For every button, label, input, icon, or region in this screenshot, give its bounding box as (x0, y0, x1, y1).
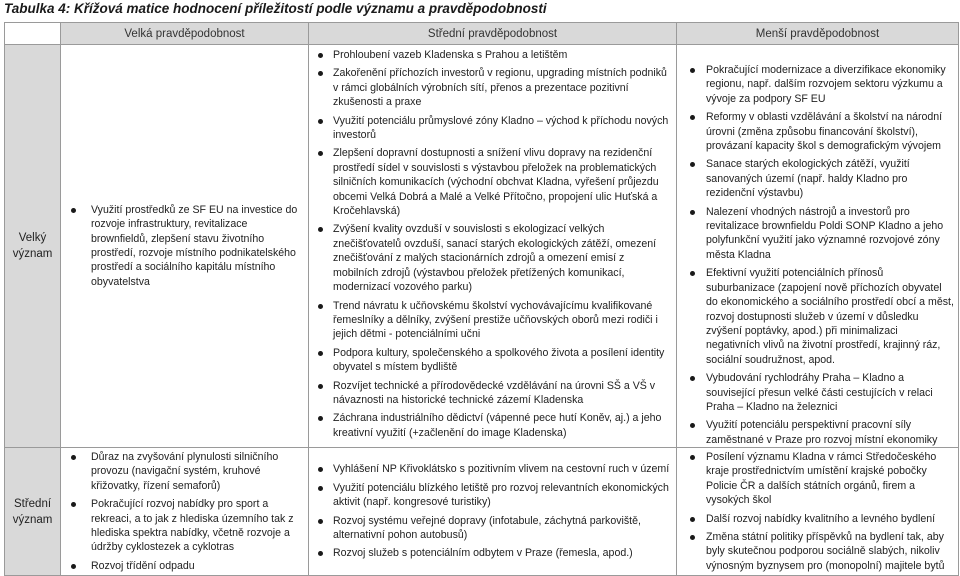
list-item (677, 110, 954, 153)
list-item (309, 546, 672, 560)
list-item (61, 203, 304, 289)
row-header-medium-significance (5, 448, 61, 576)
row-label-line2: význam (12, 248, 53, 261)
bullet-icon (690, 68, 695, 73)
list-item (677, 530, 954, 573)
list-item (309, 346, 672, 375)
bullet-icon (690, 210, 695, 215)
list-item (677, 450, 954, 508)
list-item (677, 157, 954, 200)
column-header-low-probability: Menší pravděpodobnost (677, 23, 959, 45)
list-item (677, 63, 954, 106)
bullet-icon (690, 271, 695, 276)
bullet-icon (318, 351, 323, 356)
list-item (309, 379, 672, 408)
bullet-icon (71, 502, 76, 507)
list-item-text: Podpora kultury, společenského a spolkového života a posílení identity obyvatel s místem bydliště (333, 346, 665, 374)
list-item (677, 371, 954, 414)
list-item-text: Záchrana industriálního dědictví (vápenné pece hutí Koněv, aj.) a jeho kreativní využití (+začlenění do image Kladenska) (333, 412, 662, 439)
bullet-icon (318, 119, 323, 124)
bullet-icon (318, 227, 323, 232)
list-item (309, 66, 672, 109)
bullet-icon (318, 551, 323, 556)
list-item (61, 559, 304, 573)
list-item-text: Trend návratu k učňovskému školství vychovávajícímu kvalifikované řemeslníky a dělníky, zvýšení prestiže učňovských oborů mezi rodiči i jejich dětmi - potenciálními učni (333, 299, 658, 341)
list-item (309, 514, 672, 543)
list-item (309, 462, 672, 476)
row-label-line2: význam (12, 513, 53, 526)
bullet-icon (318, 467, 323, 472)
list-item (677, 512, 954, 526)
bullet-icon (690, 535, 695, 540)
bullet-icon (71, 208, 76, 213)
column-header-high-probability: Velká pravděpodobnost (61, 23, 309, 45)
list-item-text: Další rozvoj nabídky kvalitního a levného bydlení (706, 512, 936, 525)
evaluation-matrix (4, 22, 959, 576)
list-item-text: Nalezení vhodných nástrojů a investorů pro revitalizace brownfieldu Poldi SONP Kladno a jeho polyfunkční využití jako významné rozvojové zóny města Kladna (706, 205, 944, 261)
list-item-text: Efektivní využití potenciálních přínosů suburbanizace (zapojení nově příchozích obyvatel do ekonomického a sociálního prostředí obcí a měst, rozvoj dostupnosti služeb v území v důsledku zvýšení poptávky, apod.) při minimalizaci negativních vlivů na životní prostředí, krajinný ráz, sociální soudružnost, apod. (706, 267, 954, 366)
list-item (61, 450, 304, 493)
corner-cell (5, 23, 61, 45)
bullet-icon (690, 376, 695, 381)
list-item (309, 411, 672, 440)
bullet-icon (71, 564, 76, 569)
list-item (309, 146, 672, 218)
bullet-icon (318, 519, 323, 524)
list-item-text: Vybudování rychlodráhy Praha – Kladno a související přesun velké části cestujících v relaci Praha – Kladno na železnici (706, 372, 933, 413)
list-item (61, 497, 304, 555)
bullet-icon (318, 416, 323, 421)
bullet-icon (690, 517, 695, 522)
list-item-text: Využití potenciálu blízkého letiště pro rozvoj relevantních ekonomických aktivit (např. kongresové turistiky) (333, 481, 669, 509)
list-item (309, 48, 672, 62)
bullet-icon (318, 384, 323, 389)
list-item-text: Zvýšení kvality ovzduší v souvislosti s ekologizací velkých znečišťovatelů ovzduší, sanací starých ekologických zátěží, omezení znečišťování z malých stacionárních zdrojů a omezení emisí z mobilních zdrojů (výstavbou přeložek přetížených komunikací, modernizací vozového parku) (333, 223, 657, 294)
list-item-text: Rozvoj systému veřejné dopravy (infotabule, záchytná parkoviště, alternativní pohon autobusů) (333, 514, 641, 542)
list-item-text: Využití potenciálu perspektivní pracovní síly zaměstnané v Praze pro rozvoj místní ekonomiky (706, 419, 938, 446)
cell-medium-significance-low-probability (677, 448, 959, 576)
list-item-text: Pokračující modernizace a diverzifikace ekonomiky regionu, např. dalším rozvojem sektoru výzkumu a vývoje za podpory SF EU (706, 64, 946, 105)
list-item-text: Vyhlášení NP Křivoklátsko s pozitivním vlivem na cestovní ruch v území (333, 463, 670, 476)
cell-medium-significance-high-probability (61, 448, 309, 576)
list-item-text: Posílení významu Kladna v rámci Středočeského kraje prostřednictvím umístění krajské pobočky Policie ČR a dalších státních orgánů, firem a vysokých škol (706, 451, 937, 507)
cell-high-significance-high-probability (61, 45, 309, 448)
list-item-text: Změna státní politiky příspěvků na bydlení tak, aby byly skutečnou podporou sociálně slabých, nikoliv výnosným byznysem pro (monopolní) majitele bytů (706, 531, 945, 572)
table-caption: Tabulka 4: Křížová matice hodnocení příležitostí podle významu a pravděpodobnosti (4, 1, 547, 16)
list-item-text: Využití prostředků ze SF EU na investice do rozvoje infrastruktury, revitalizace brownfieldů, zlepšení stavu životního prostředí, rozvoje místního podnikatelského prostředí a sociálního kapitálu místního obyvatelstva (91, 203, 298, 288)
bullet-icon (690, 162, 695, 167)
bullet-icon (690, 455, 695, 460)
bullet-icon (690, 423, 695, 428)
list-item-text: Sanace starých ekologických zátěží, využití sanovaných území (např. haldy Kladno pro rezidenční výstavbu) (706, 158, 910, 200)
row-label-line1: Střední (13, 497, 52, 510)
list-item-text: Reformy v oblasti vzdělávání a školství na národní úrovni (změna způsobu financování školství), provázaní kapacity škol s demografickým vývojem (706, 111, 943, 153)
list-item (309, 481, 672, 510)
bullet-icon (71, 455, 76, 460)
list-item-text: Rozvoj třídění odpadu (91, 559, 195, 572)
list-item-text: Důraz na zvyšování plynulosti silničního provozu (navigační systém, kruhové křižovatky, řízení semaforů) (91, 451, 279, 492)
list-item-text: Rozvoj služeb s potenciálním odbytem v Praze (řemesla, apod.) (333, 547, 633, 560)
list-item-text: Pokračující rozvoj nabídky pro sport a rekreaci, a to jak z hlediska územního tak z hlediska spektra nabídky, včetně rozvoje a údržby cyklostezek a cyklotras (91, 498, 294, 554)
cell-medium-significance-medium-probability (309, 448, 677, 576)
cell-high-significance-low-probability (677, 45, 959, 448)
list-item (309, 299, 672, 342)
bullet-icon (318, 71, 323, 76)
cell-high-significance-medium-probability (309, 45, 677, 448)
bullet-icon (318, 304, 323, 309)
bullet-icon (690, 115, 695, 120)
list-item-text: Využití potenciálu průmyslové zóny Kladno – východ k příchodu nových investorů (333, 114, 669, 142)
row-medium-significance (5, 448, 959, 576)
row-label-line1: Velký (18, 232, 47, 245)
list-item (309, 114, 672, 143)
bullet-icon (318, 486, 323, 491)
row-high-significance (5, 45, 959, 448)
list-item-text: Zlepšení dopravní dostupnosti a snížení vlivu dopravy na rezidenční prostředí sídel v souvislosti s výstavbou přeložek na problematických silničních komunikacích (východní obchvat Kladna, vyřešení průjezdu obcemi Velká Dobrá a Malé a Velké Přítočno, propojení ulic Huťská a Kročehlavská) (333, 147, 659, 218)
list-item (677, 266, 954, 367)
bullet-icon (318, 53, 323, 58)
bullet-icon (318, 151, 323, 156)
column-header-medium-probability: Střední pravděpodobnost (309, 23, 677, 45)
list-item-text: Zakořenění příchozích investorů v regionu, upgrading místních podniků v rámci globálních výrobních sítí, přenos a prezentace pozitivní zkušenosti a praxe (333, 67, 667, 109)
list-item (677, 418, 954, 447)
list-item-text: Rozvíjet technické a přírodovědecké vzdělávání na úrovni SŠ a VŠ v návaznosti na historické technické zázemí Kladenska (333, 379, 656, 406)
list-item-text: Prohloubení vazeb Kladenska s Prahou a letištěm (333, 49, 568, 61)
row-header-high-significance (5, 45, 61, 448)
list-item (309, 222, 672, 294)
list-item (677, 205, 954, 263)
